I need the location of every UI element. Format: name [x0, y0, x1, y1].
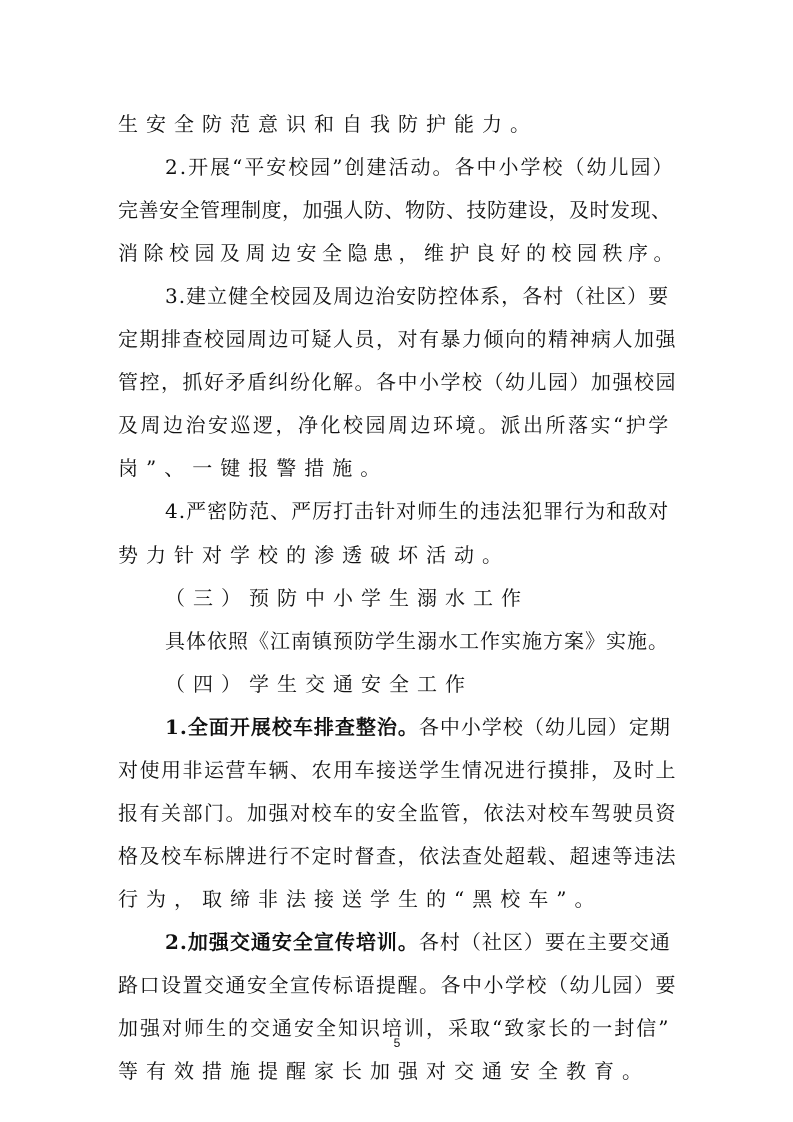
text-line	[165, 712, 680, 742]
text-line	[165, 496, 680, 526]
line-text: 行为，取缔非法接送学生的“黑校车”。	[118, 886, 603, 911]
line-content	[165, 152, 675, 182]
line-text: 4.严密防范、严厉打击针对师生的违法犯罪行为和敌对	[165, 499, 670, 524]
line-text: 消除校园及周边安全隐患，维护良好的校园秩序。	[118, 241, 679, 266]
line-text: 加强对师生的交通安全知识培训，采取“致家长的一封信”	[118, 1016, 671, 1041]
line-content	[118, 841, 677, 871]
line-content	[118, 884, 602, 914]
line-text: 路口设置交通安全宣传标语提醒。各中小学校（幼儿园）要	[118, 973, 677, 997]
line-content	[118, 367, 677, 397]
line-content	[165, 669, 473, 699]
text-line	[118, 324, 680, 354]
line-content	[118, 410, 671, 440]
line-text: 势力针对学校的渗透破坏活动。	[118, 542, 510, 567]
line-content	[165, 927, 671, 957]
text-line	[165, 669, 680, 699]
line-content	[118, 324, 677, 354]
line-text: 生安全防范意识和自我防护能力。	[118, 112, 538, 136]
line-text: （三）预防中小学生溺水工作	[165, 585, 529, 610]
line-content	[118, 798, 677, 828]
text-line	[118, 970, 680, 1000]
line-text: 各村（社区）要在主要交通	[418, 929, 671, 954]
text-line	[118, 884, 680, 914]
text-line	[118, 238, 680, 268]
line-text: 等有效措施提醒家长加强对交通安全教育。	[118, 1059, 650, 1084]
page-number: 5	[393, 1036, 401, 1050]
text-line	[118, 453, 680, 483]
bold-heading: 1.全面开展校车排查整治。	[165, 714, 419, 739]
text-line	[118, 109, 680, 139]
line-content	[165, 712, 671, 742]
line-text: 报有关部门。加强对校车的安全监管，依法对校车驾驶员资	[118, 800, 677, 825]
line-content	[165, 281, 669, 311]
text-line	[118, 195, 680, 225]
bold-heading: 2.加强交通安全宣传培训。	[165, 929, 419, 954]
line-text: 2.开展“平安校园”创建活动。各中小学校（幼儿园）	[165, 155, 675, 180]
line-content	[118, 109, 538, 139]
line-text: 格及校车标牌进行不定时督查，依法查处超载、超速等违法	[118, 843, 677, 868]
line-content	[118, 453, 388, 483]
line-text: 具体依照《江南镇预防学生溺水工作实施方案》实施。	[165, 628, 669, 653]
line-content	[118, 1056, 650, 1086]
text-line	[165, 583, 680, 613]
text-line	[118, 540, 680, 570]
text-line	[118, 755, 680, 785]
text-line	[118, 410, 680, 440]
line-content	[165, 626, 669, 656]
text-line	[118, 798, 680, 828]
line-text: 岗”、一键报警措施。	[118, 456, 389, 481]
line-text: 对使用非运营车辆、农用车接送学生情况进行摸排，及时上	[118, 757, 677, 782]
line-content	[118, 755, 677, 785]
line-text: 各中小学校（幼儿园）定期	[418, 714, 671, 739]
text-line	[165, 152, 680, 182]
line-content	[118, 238, 679, 268]
line-text: 3.建立健全校园及周边治安防控体系，各村（社区）要	[165, 284, 670, 309]
line-text: 定期排查校园周边可疑人员，对有暴力倾向的精神病人加强	[118, 327, 677, 352]
line-content	[118, 540, 510, 570]
line-text: （四）学生交通安全工作	[165, 671, 473, 696]
line-content	[165, 583, 529, 613]
line-content	[118, 195, 672, 225]
text-line	[165, 281, 680, 311]
line-content	[165, 496, 669, 526]
text-line	[118, 1056, 680, 1086]
text-line	[118, 841, 680, 871]
text-line	[165, 626, 680, 656]
line-text: 完善安全管理制度，加强人防、物防、技防建设，及时发现、	[118, 198, 672, 223]
text-line	[165, 927, 680, 957]
text-line	[118, 367, 680, 397]
line-text: 及周边治安巡逻，净化校园周边环境。派出所落实“护学	[118, 413, 671, 438]
line-text: 管控，抓好矛盾纠纷化解。各中小学校（幼儿园）加强校园	[118, 370, 677, 395]
line-content	[118, 970, 677, 1000]
